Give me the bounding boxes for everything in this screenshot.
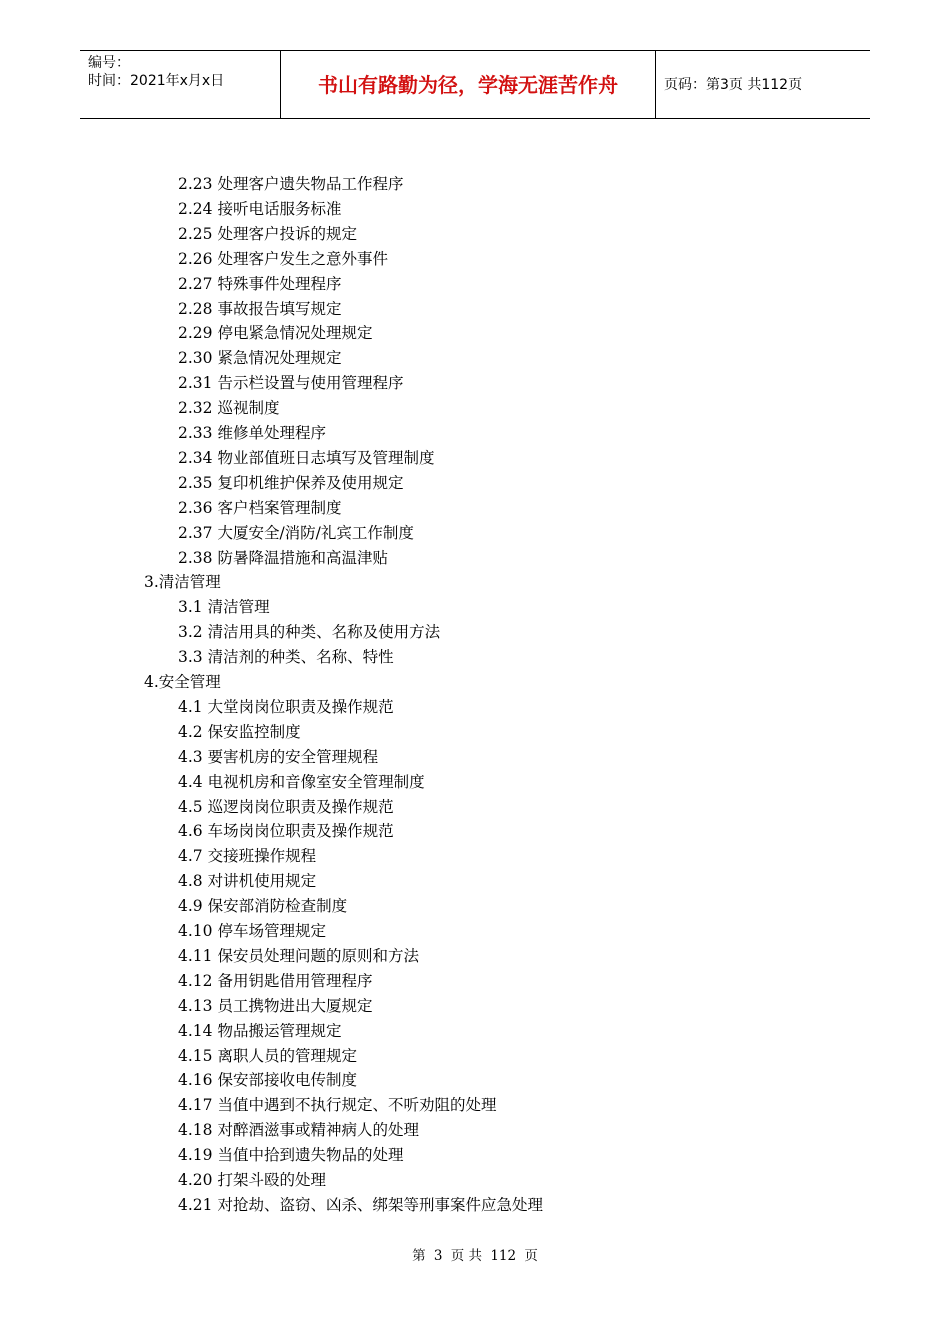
toc-entry: 4.8 对讲机使用规定 (178, 872, 317, 891)
toc-entry: 4.17 当值中遇到不执行规定、不听劝阻的处理 (178, 1096, 497, 1115)
toc-entry: 3.3 清洁剂的种类、名称、特性 (178, 648, 394, 667)
toc-entry: 4.19 当值中拾到遗失物品的处理 (178, 1146, 404, 1165)
toc-entry: 3.2 清洁用具的种类、名称及使用方法 (178, 623, 441, 642)
toc-entry: 4.4 电视机房和音像室安全管理制度 (178, 772, 425, 791)
toc-entry: 2.36 客户档案管理制度 (178, 498, 342, 517)
toc-entry: 2.23 处理客户遗失物品工作程序 (178, 175, 404, 193)
toc-entry: 4.11 保安员处理问题的原则和方法 (178, 946, 419, 965)
toc-entry: 4.1 大堂岗岗位职责及操作规范 (178, 697, 394, 716)
toc-section-heading: 3.清洁管理 (144, 573, 221, 592)
toc-entry: 2.24 接听电话服务标准 (178, 199, 342, 218)
footer-suffix: 页 (524, 1248, 538, 1264)
toc-entry: 4.10 停车场管理规定 (178, 922, 326, 940)
toc-entry: 4.18 对醉酒滋事或精神病人的处理 (178, 1121, 419, 1140)
toc-entry: 2.25 处理客户投诉的规定 (178, 224, 357, 243)
toc-entry: 4.20 打架斗殴的处理 (178, 1171, 326, 1189)
toc-entry: 4.16 保安部接收电传制度 (178, 1071, 357, 1090)
toc-entry: 2.38 防暑降温措施和高温津贴 (178, 548, 388, 567)
toc-entry: 3.1 清洁管理 (178, 598, 270, 617)
header-page-cell (656, 51, 870, 118)
serial-number-label: 编号： (88, 55, 130, 71)
toc-entry: 2.29 停电紧急情况处理规定 (178, 324, 373, 343)
toc-entry: 2.32 巡视制度 (178, 399, 280, 418)
toc-entry: 2.33 维修单处理程序 (178, 424, 326, 442)
toc-entry: 4.3 要害机房的安全管理规程 (178, 747, 379, 766)
date-line: 时间：2021年x月x日 (88, 73, 225, 89)
toc-entry: 4.7 交接班操作规程 (178, 847, 317, 866)
toc-entry: 4.21 对抢劫、盗窃、凶杀、绑架等刑事案件应急处理 (178, 1195, 543, 1214)
footer-total-pages: 112 (490, 1248, 517, 1264)
toc-entry: 2.37 大厦安全/消防/礼宾工作制度 (178, 523, 414, 542)
header-page-info: 页码：第3页 共112页 (664, 77, 803, 93)
toc-entry: 2.26 处理客户发生之意外事件 (178, 249, 388, 268)
toc-section-heading: 4.安全管理 (144, 673, 221, 691)
toc-entry: 2.30 紧急情况处理规定 (178, 349, 342, 368)
footer-current-page: 3 (433, 1248, 443, 1264)
toc-entry: 2.31 告示栏设置与使用管理程序 (178, 374, 404, 393)
toc-entry: 4.14 物品搬运管理规定 (178, 1021, 342, 1040)
toc-entry: 4.13 员工携物进出大厦规定 (178, 996, 373, 1015)
toc-entry: 4.6 车场岗岗位职责及操作规范 (178, 822, 394, 841)
toc-entry: 4.12 备用钥匙借用管理程序 (178, 971, 373, 990)
toc-entry: 4.15 离职人员的管理规定 (178, 1046, 357, 1065)
toc-entry: 4.2 保安监控制度 (178, 722, 301, 741)
page-header (80, 50, 870, 119)
header-motto-cell (281, 51, 656, 118)
footer-prefix: 第 (412, 1248, 426, 1264)
toc-entry: 2.27 特殊事件处理程序 (178, 274, 342, 293)
toc-entry: 4.9 保安部消防检查制度 (178, 897, 348, 916)
toc-entry: 2.28 事故报告填写规定 (178, 299, 342, 318)
footer-mid: 页 共 (450, 1248, 483, 1264)
header-motto: 书山有路勤为径，学海无涯苦作舟 (318, 73, 618, 97)
toc-entry: 2.35 复印机维护保养及使用规定 (178, 473, 404, 492)
page-footer (0, 1247, 950, 1265)
toc-entry: 4.5 巡逻岗岗位职责及操作规范 (178, 797, 394, 816)
toc-entry: 2.34 物业部值班日志填写及管理制度 (178, 448, 435, 467)
header-meta-cell (80, 51, 281, 118)
